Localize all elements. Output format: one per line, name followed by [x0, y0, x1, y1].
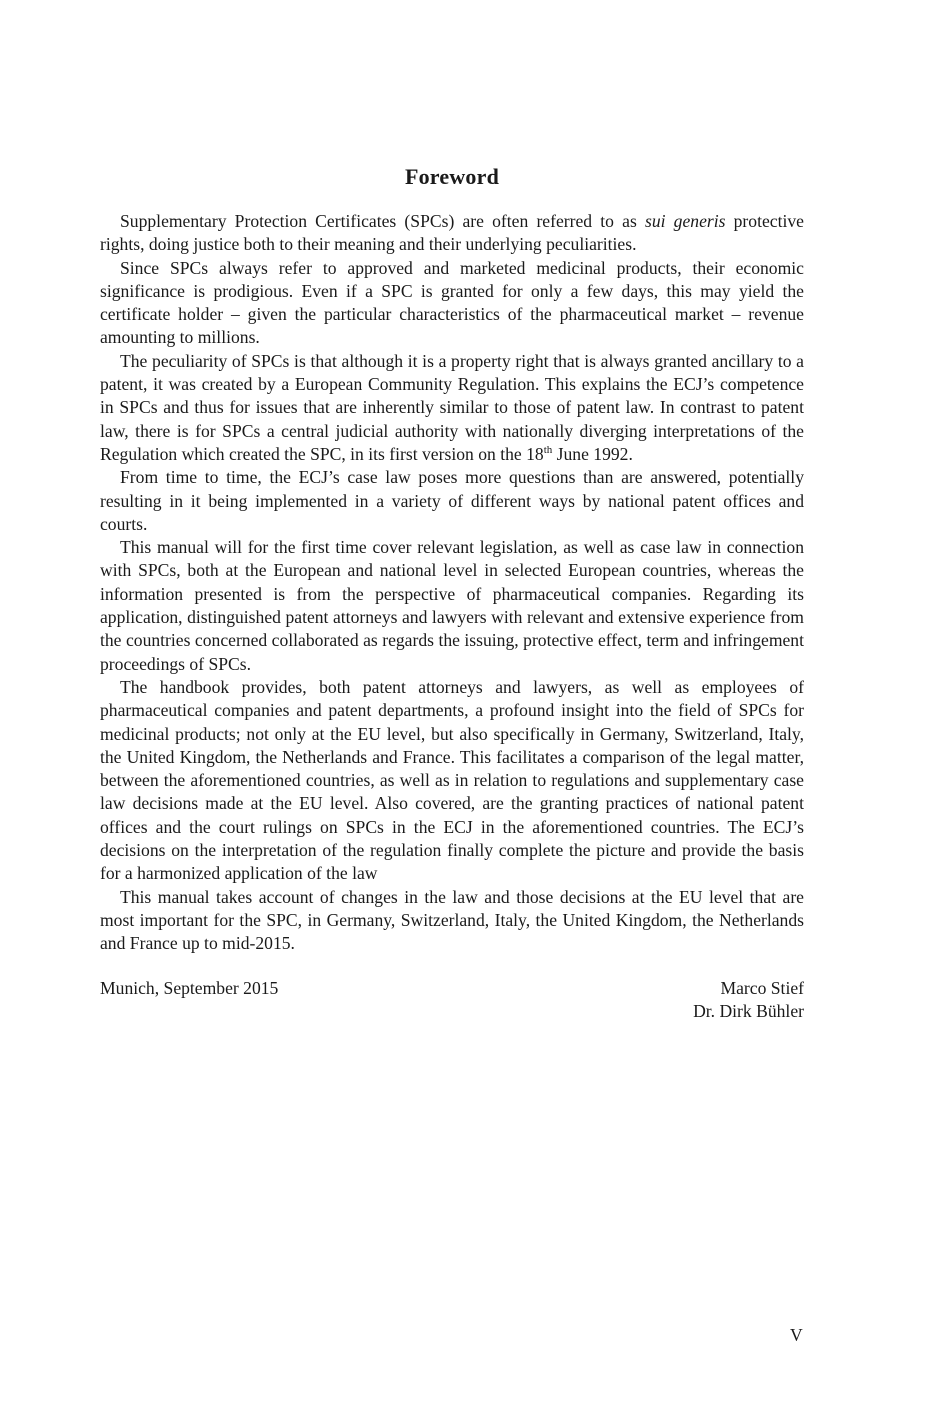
paragraph-5: This manual will for the first time cover relevant legislation, as well as case law in connection with SPCs, both at the European and national level in selected European countries, whereas the information presented is from the perspective of pharmaceutical companies. Regarding its application, distinguished patent attorneys and lawyers with relevant and extensive experience from the countries concerned collaborated as regards the issuing, protective effect, term and infringement proceedings of SPCs.	[100, 537, 804, 674]
paragraph-7: This manual takes account of changes in the law and those decisions at the EU level that are most important for the SPC, in Germany, Switzerland, Italy, the United Kingdom, the Netherlands and France up to mid-2015.	[100, 886, 804, 954]
author-name-1: Marco Stief	[720, 977, 804, 998]
page-title: Foreword	[404, 164, 500, 189]
paragraph-3-text-b: June 1992.	[552, 443, 633, 464]
paragraph-3	[100, 350, 804, 466]
signoff	[100, 977, 804, 1024]
foreword-page	[100, 163, 804, 1023]
paragraph-2: Since SPCs always refer to approved and marketed medicinal products, their economic significance is prodigious. Even if a SPC is granted for only a few days, this may yield the certificate holder – given the particular characteristics of the pharmaceutical market – revenue amounting to millions.	[100, 257, 804, 348]
paragraph-3-text-a: The peculiarity of SPCs is that although it is a property right that is always granted ancillary to a patent, it was created by a European Community Regulation. This explains the ECJ’s competence in SPCs and thus for issues that are inherently similar to those of patent law. In contrast to patent law, there is for SPCs a central judicial authority with nationally diverging interpretations of the Regulation which created the SPC, in its first version on the 18	[100, 350, 804, 464]
paragraph-4: From time to time, the ECJ’s case law poses more questions than are answered, potentially resulting in it being implemented in a variety of different ways by national patent offices and courts.	[100, 467, 804, 534]
paragraph-1-text-a: Supplementary Protection Certificates (SPCs) are often referred to as	[120, 211, 645, 231]
paragraph-3-superscript: th	[543, 444, 553, 457]
paragraph-1-text-b: protective rights, doing justice both to their meaning and their underlying peculiarities.	[100, 211, 804, 255]
paragraph-1	[100, 210, 804, 257]
authors	[693, 977, 804, 1024]
page-number: V	[790, 1325, 803, 1345]
place-date: Munich, September 2015	[100, 977, 279, 998]
paragraph-6: The handbook provides, both patent attorneys and lawyers, as well as employees of pharmaceutical companies and patent departments, a profound insight into the field of SPCs for medicinal products; not only at the EU level, but also specifically in Germany, Switzerland, Italy, the United Kingdom, the Netherlands and France. This facilitates a comparison of the legal matter, between the aforementioned countries, as well as in relation to regulations and supplementary case law decisions made at the EU level. Also covered, are the granting practices of national patent offices and the court rulings on SPCs in the ECJ in the aforementioned countries. The ECJ’s decisions on the interpretation of the regulation finally complete the picture and provide the basis for a harmonized application of the law	[100, 676, 804, 884]
author-name-2: Dr. Dirk Bühler	[693, 1000, 804, 1021]
paragraph-1-italic: sui generis	[644, 211, 726, 231]
